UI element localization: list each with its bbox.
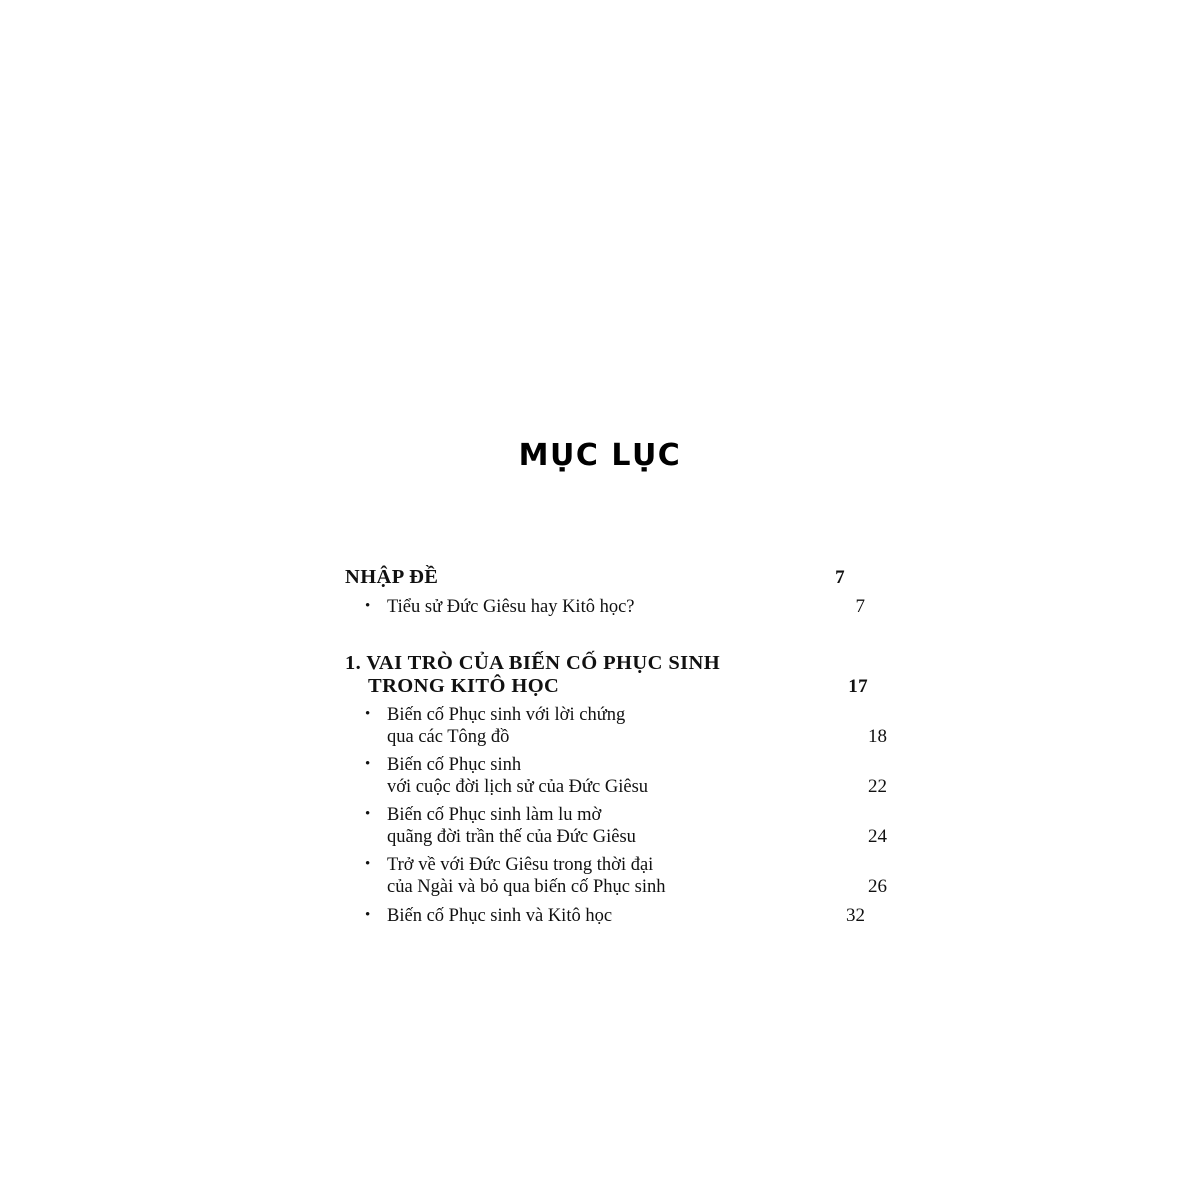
toc-page-number: 24 xyxy=(868,826,887,847)
toc-item-label-line2: với cuộc đời lịch sử của Đức Giêsu xyxy=(387,777,649,797)
toc-item-label: Biến cố Phục sinh làm lu mờ xyxy=(387,805,602,825)
toc-item[interactable] xyxy=(345,805,865,826)
toc-chapter-label-line1: 1. VAI TRÒ CỦA BIẾN CỐ PHỤC SINH xyxy=(345,652,721,674)
toc-item-continuation[interactable] xyxy=(345,776,887,798)
toc-page-number: 7 xyxy=(835,567,845,588)
toc-page-number: 32 xyxy=(846,905,865,926)
toc-item[interactable] xyxy=(345,905,865,927)
toc-section xyxy=(345,652,887,927)
toc-item-label: Biến cố Phục sinh với lời chứng xyxy=(387,705,626,725)
section-spacer xyxy=(345,618,845,652)
toc-item-continuation[interactable] xyxy=(345,726,887,748)
toc-item[interactable] xyxy=(345,596,865,618)
toc-item[interactable] xyxy=(345,855,865,876)
toc-item-label-line2: của Ngài và bỏ qua biến cố Phục sinh xyxy=(387,877,666,897)
bullet-icon: • xyxy=(365,856,371,872)
toc-item-label: Tiểu sử Đức Giêsu hay Kitô học? xyxy=(387,597,635,617)
toc-chapter-entry[interactable] xyxy=(345,675,868,698)
toc-item-continuation[interactable] xyxy=(345,876,887,898)
bullet-icon: • xyxy=(365,598,371,614)
bullet-icon: • xyxy=(365,806,371,822)
toc-page-number: 18 xyxy=(868,726,887,747)
toc-chapter-entry[interactable] xyxy=(345,566,845,589)
toc-page-number: 26 xyxy=(868,876,887,897)
toc-item-label: Biến cố Phục sinh và Kitô học xyxy=(387,906,613,926)
toc-item-label: Trở về với Đức Giêsu trong thời đại xyxy=(387,855,654,875)
toc-item-continuation[interactable] xyxy=(345,826,887,848)
toc-item-label-line2: qua các Tông đồ xyxy=(387,727,510,747)
toc-item[interactable] xyxy=(345,705,865,726)
toc-item-label: Biến cố Phục sinh xyxy=(387,755,522,775)
bullet-icon: • xyxy=(365,706,371,722)
bullet-icon: • xyxy=(365,907,371,923)
toc-item-label-line2: quãng đời trần thế của Đức Giêsu xyxy=(387,827,636,847)
bullet-icon: • xyxy=(365,756,371,772)
toc-chapter-label-line2: TRONG KITÔ HỌC xyxy=(368,675,560,697)
toc-chapter-label: NHẬP ĐỀ xyxy=(345,566,439,588)
table-of-contents xyxy=(345,566,887,927)
page-title: MỤC LỤC xyxy=(518,438,682,474)
toc-page-number: 22 xyxy=(868,776,887,797)
toc-page-number: 7 xyxy=(855,596,865,617)
toc-page-number: 17 xyxy=(848,676,868,697)
toc-item[interactable] xyxy=(345,755,865,776)
toc-section xyxy=(345,566,865,618)
